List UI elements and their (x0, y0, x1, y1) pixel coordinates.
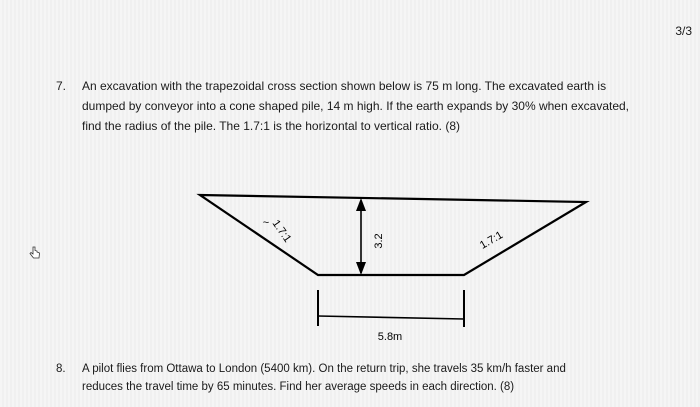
hand-pointer-icon (28, 246, 42, 260)
trapezoid-outline (200, 195, 586, 275)
right-slope-label: 1.7:1 (477, 229, 506, 252)
question-7-line-3: find the radius of the pile. The 1.7:1 is the horizontal to vertical ratio. (8) (82, 119, 460, 133)
question-8-line-1: A pilot flies from Ottawa to London (5400 km). On the return trip, she travels 35 km/h faster and (82, 363, 566, 375)
left-slope-label: 1.7:1 (269, 217, 294, 245)
bottom-width-label: 5.8m (377, 331, 403, 343)
depth-arrow-head-bottom (356, 262, 366, 275)
question-7-line-2: dumped by conveyor into a cone shaped pile, 14 m high. If the earth expands by 30% when excavated, (82, 99, 630, 113)
question-8-line-2: reduces the travel time by 65 minutes. Find her average speeds in each direction. (8) (82, 381, 515, 393)
left-slope-tick: ~ (262, 217, 270, 229)
question-7-number: 7. (56, 79, 67, 93)
question-8-number: 8. (56, 363, 66, 375)
depth-label: 3.2 (373, 233, 385, 249)
width-dimension-line (318, 316, 464, 319)
depth-arrow-head-top (356, 198, 366, 211)
page-number: 3/3 (675, 24, 692, 38)
question-7-line-1: An excavation with the trapezoidal cross section shown below is 75 m long. The excavated earth is (82, 79, 607, 93)
